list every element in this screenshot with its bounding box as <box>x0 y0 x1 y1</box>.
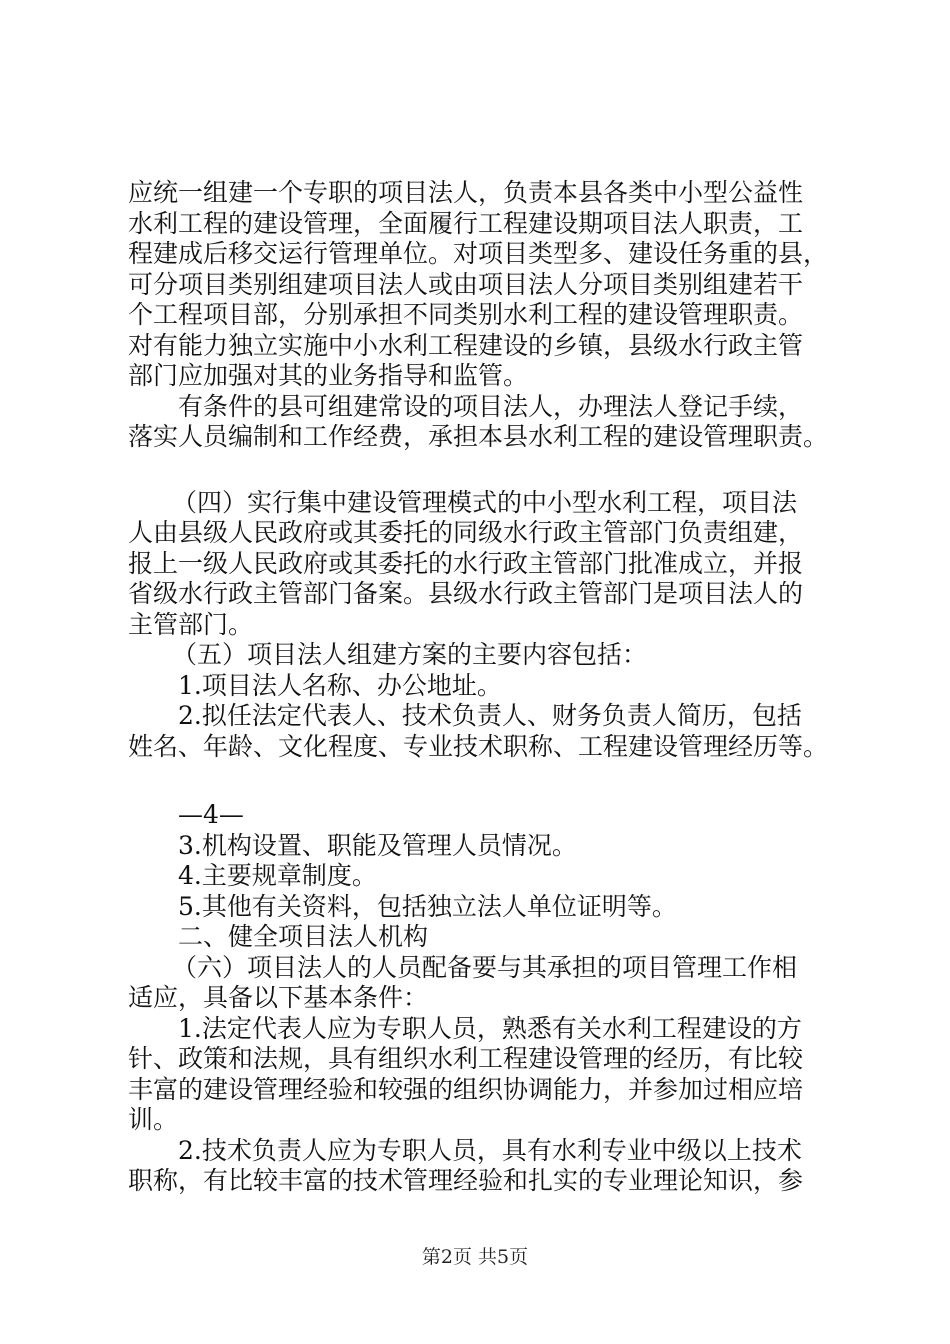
text-line: （六）项目法人的人员配备要与其承担的项目管理工作相 <box>172 952 798 982</box>
paragraph-gap <box>128 762 848 800</box>
text-line: 训。 <box>128 1105 179 1134</box>
section-heading: 二、健全项目法人机构 <box>178 922 429 951</box>
paragraph-gap <box>128 453 848 488</box>
inline-page-number: —4— <box>178 800 244 829</box>
text-line: 针、政策和法规，具有组织水利工程建设管理的经历，有比较 <box>128 1044 804 1073</box>
text-line: 姓名、年龄、文化程度、专业技术职称、工程建设管理经历等。 <box>128 731 829 761</box>
text-line: 1.法定代表人应为专职人员，熟悉有关水利工程建设的方 <box>178 1013 802 1043</box>
text-line: （四）实行集中建设管理模式的中小型水利工程，项目法 <box>172 487 798 517</box>
text-line: 3.机构设置、职能及管理人员情况。 <box>178 830 577 860</box>
text-line: 可分项目类别组建项目法人或由项目法人分项目类别组建若干 <box>128 269 804 299</box>
text-line: 报上一级人民政府或其委托的水行政主管部门批准成立，并报 <box>128 548 804 578</box>
text-line: 5.其他有关资料，包括独立法人单位证明等。 <box>178 891 677 921</box>
text-line: 丰富的建设管理经验和较强的组织协调能力，并参加过相应培 <box>128 1074 804 1104</box>
text-line: 对有能力独立实施中小水利工程建设的乡镇，县级水行政主管 <box>128 330 804 360</box>
text-line: 2.技术负责人应为专职人员，具有水利专业中级以上技术 <box>178 1135 802 1165</box>
text-line: 1.项目法人名称、办公地址。 <box>178 670 502 700</box>
text-line: 人由县级人民政府或其委托的同级水行政主管部门负责组建， <box>128 518 804 547</box>
text-line: 应统一组建一个专职的项目法人，负责本县各类中小型公益性 <box>128 178 804 207</box>
page-footer: 第2页 共5页 <box>421 1246 529 1268</box>
text-line: 有条件的县可组建常设的项目法人，办理法人登记手续， <box>178 391 804 421</box>
text-line: 个工程项目部，分别承担不同类别水利工程的建设管理职责。 <box>128 300 804 329</box>
text-line: 部门应加强对其的业务指导和监管。 <box>128 361 529 390</box>
text-line: 落实人员编制和工作经费，承担本县水利工程的建设管理职责。 <box>128 422 829 451</box>
document-body <box>128 178 848 1197</box>
text-line: 职称，有比较丰富的技术管理经验和扎实的专业理论知识，参 <box>128 1166 804 1195</box>
text-line: 水利工程的建设管理，全面履行工程建设期项目法人职责，工 <box>128 208 804 238</box>
text-line: （五）项目法人组建方案的主要内容包括： <box>172 640 648 669</box>
text-line: 2.拟任法定代表人、技术负责人、财务负责人简历，包括 <box>178 701 802 730</box>
text-line: 主管部门。 <box>128 609 254 639</box>
text-line: 适应，具备以下基本条件： <box>128 983 429 1012</box>
text-line: 程建成后移交运行管理单位。对项目类型多、建设任务重的县， <box>128 239 829 268</box>
text-line: 4.主要规章制度。 <box>178 861 377 890</box>
text-line: 省级水行政主管部门备案。县级水行政主管部门是项目法人的 <box>128 579 804 608</box>
